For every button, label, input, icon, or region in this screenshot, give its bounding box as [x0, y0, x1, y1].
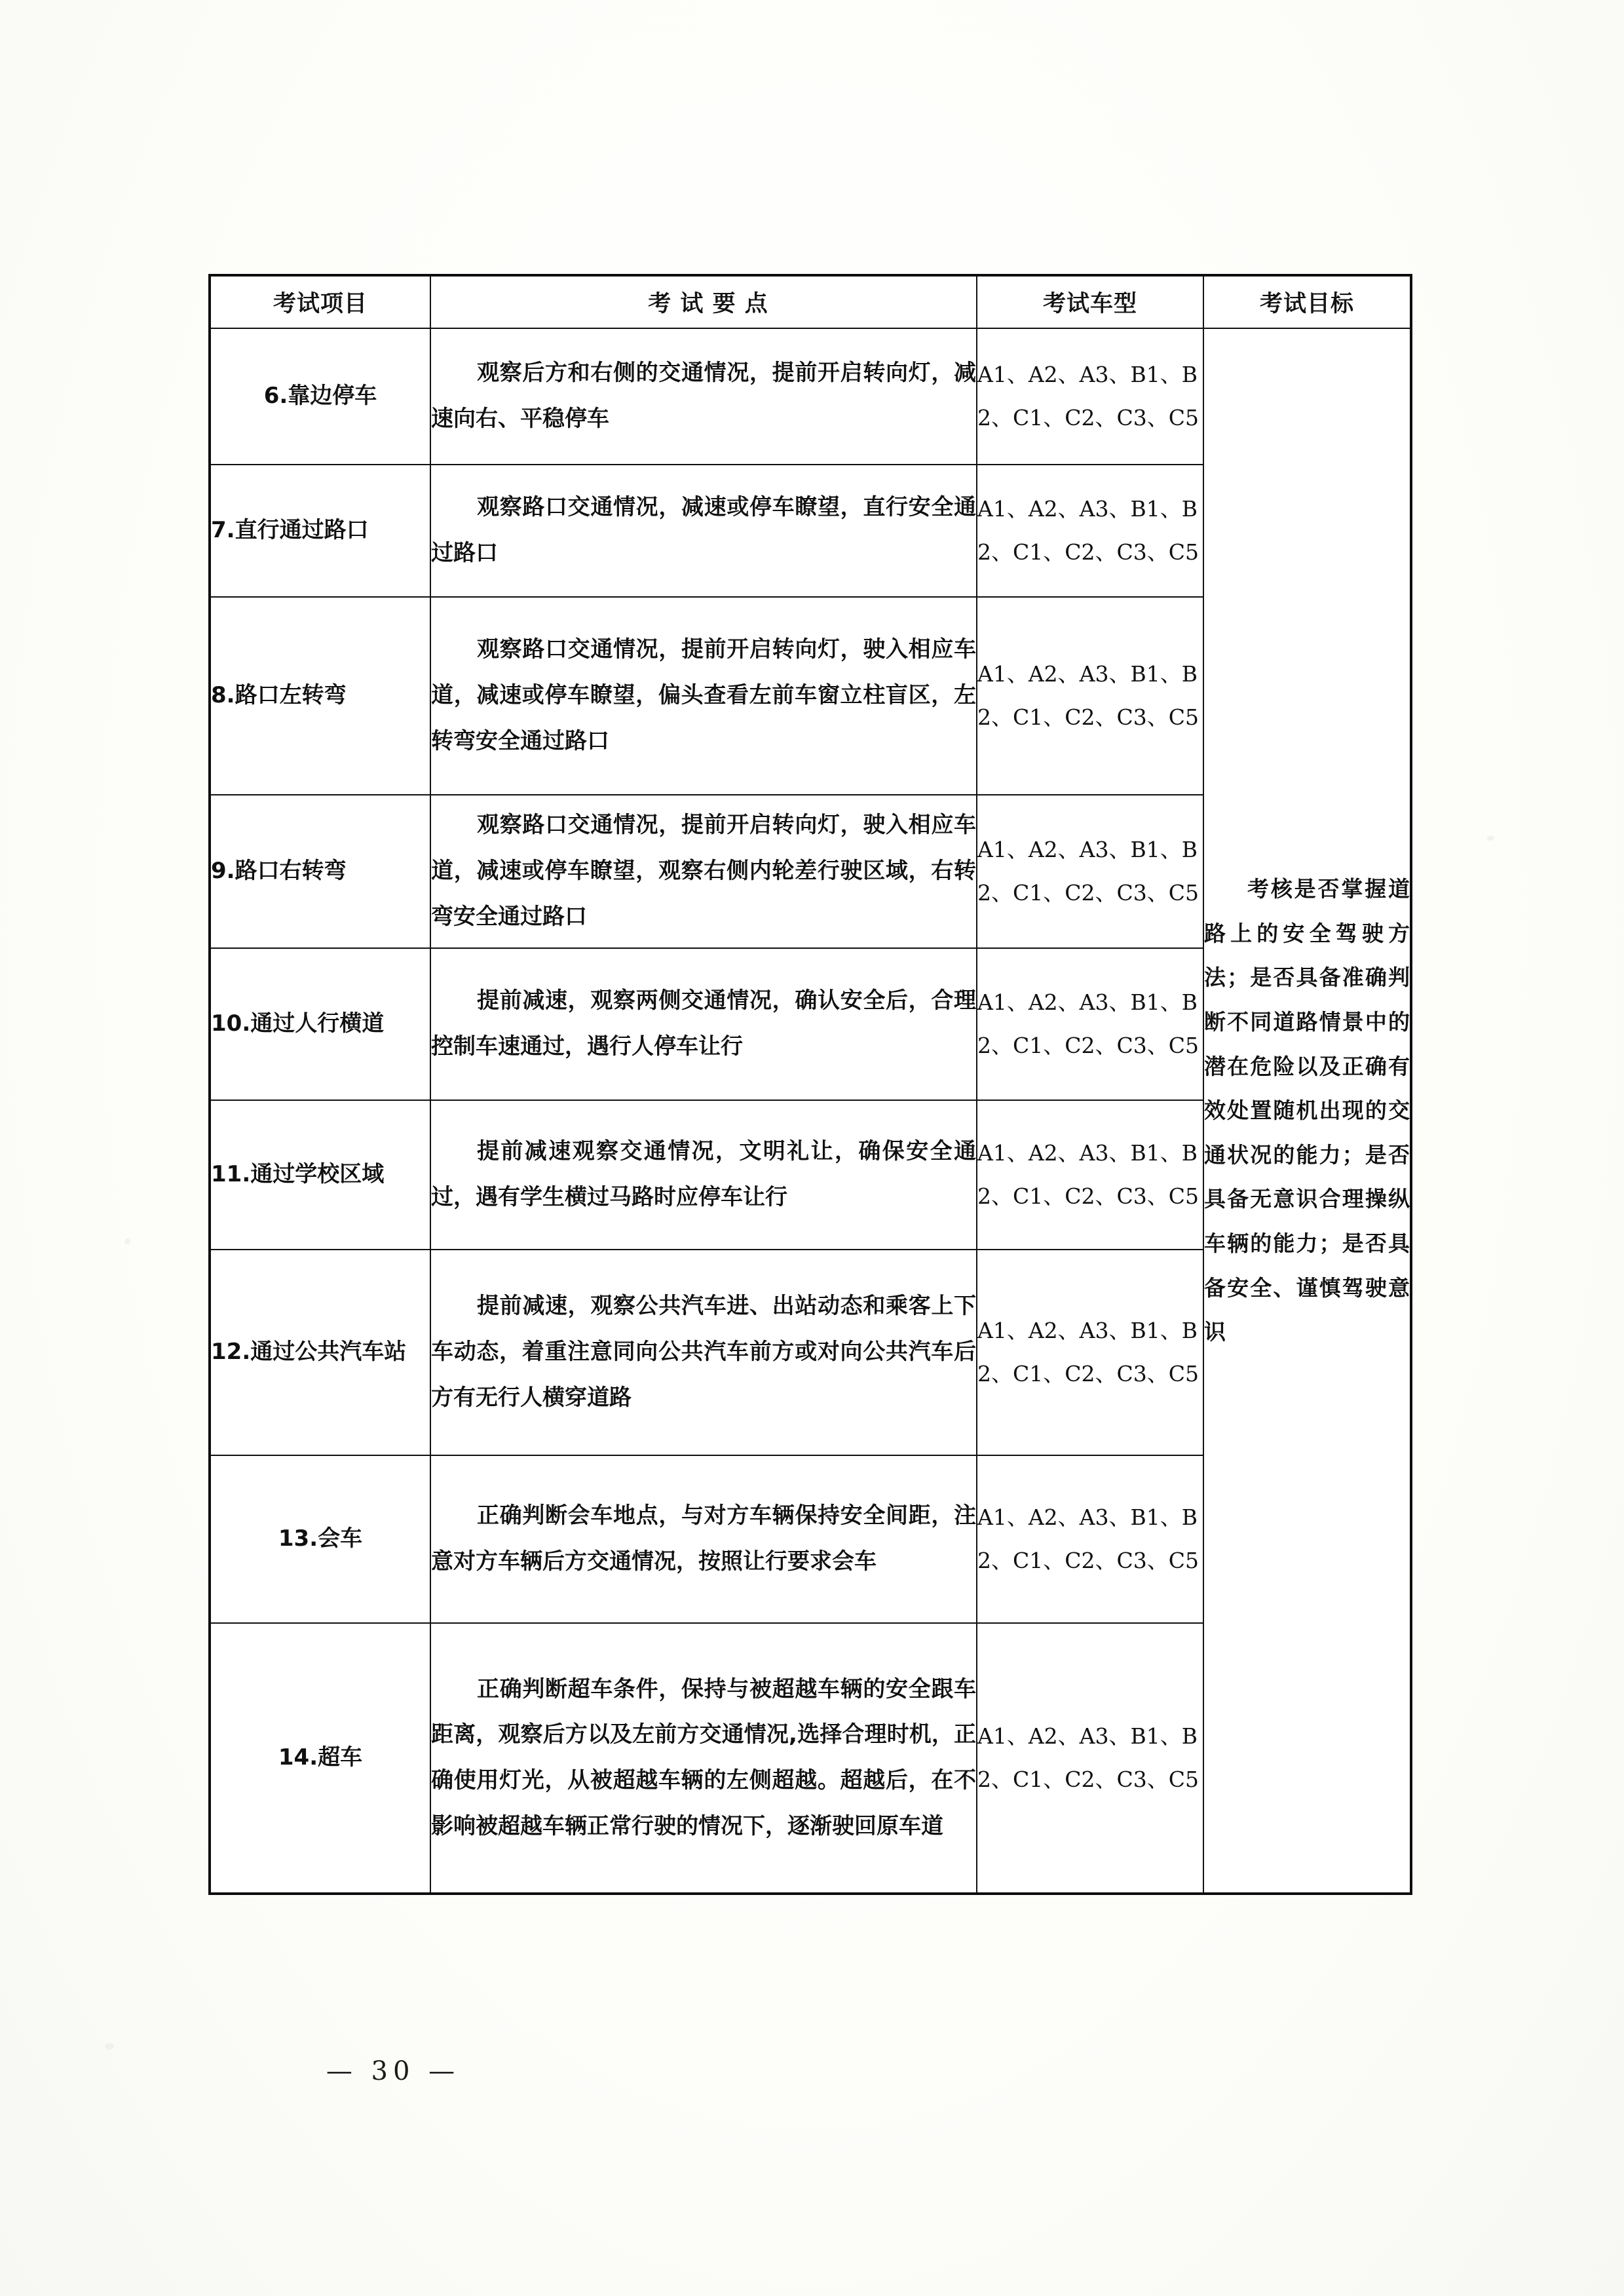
- exam-item-label: 10.通过人行横道: [211, 1010, 385, 1037]
- exam-item-name: [210, 1250, 430, 1455]
- exam-vehicle-types: A1、A2、A3、B1、B2、C1、C2、C3、C5: [977, 1100, 1203, 1250]
- exam-points-text: 观察后方和右侧的交通情况，提前开启转向灯，减速向右、平稳停车: [430, 328, 977, 465]
- exam-item-name: [210, 1623, 430, 1893]
- exam-points-text: 观察路口交通情况，减速或停车瞭望，直行安全通过路口: [430, 465, 977, 597]
- exam-vehicle-types: A1、A2、A3、B1、B2、C1、C2、C3、C5: [977, 597, 1203, 795]
- exam-item-label: 7.直行通过路口: [211, 517, 369, 544]
- page-number: — 30 —: [326, 2056, 461, 2086]
- exam-points-text: 观察路口交通情况，提前开启转向灯，驶入相应车道，减速或停车瞭望，偏头查看左前车窗立柱盲区，左转弯安全通过路口: [430, 597, 977, 795]
- exam-item-name: [210, 465, 430, 597]
- header-exam-goal: 考试目标: [1203, 276, 1410, 328]
- scan-speckle: [105, 2043, 114, 2050]
- exam-vehicle-types: A1、A2、A3、B1、B2、C1、C2、C3、C5: [977, 1455, 1203, 1623]
- scan-speckle: [1487, 835, 1494, 841]
- exam-points-text: 正确判断会车地点，与对方车辆保持安全间距，注意对方车辆后方交通情况，按照让行要求会车: [430, 1455, 977, 1623]
- exam-vehicle-types: A1、A2、A3、B1、B2、C1、C2、C3、C5: [977, 948, 1203, 1100]
- exam-points-text: 提前减速，观察两侧交通情况，确认安全后，合理控制车速通过，遇行人停车让行: [430, 948, 977, 1100]
- exam-item-label: 9.路口右转弯: [211, 858, 347, 885]
- exam-points-text: 正确判断超车条件，保持与被超越车辆的安全跟车距离，观察后方以及左前方交通情况,选择合理时机，正确使用灯光，从被超越车辆的左侧超越。超越后，在不影响被超越车辆正常行驶的情况下，逐渐驶回原车道: [430, 1623, 977, 1893]
- exam-item-label: 12.通过公共汽车站: [211, 1339, 407, 1366]
- table-row: [210, 328, 1410, 465]
- exam-vehicle-types: A1、A2、A3、B1、B2、C1、C2、C3、C5: [977, 465, 1203, 597]
- exam-item-name: [210, 1455, 430, 1623]
- exam-item-name: [210, 1100, 430, 1250]
- exam-item-name: [210, 597, 430, 795]
- exam-vehicle-types: A1、A2、A3、B1、B2、C1、C2、C3、C5: [977, 795, 1203, 948]
- exam-item-label: 6.靠边停车: [263, 383, 377, 410]
- exam-item-label: 14.超车: [278, 1744, 363, 1771]
- exam-item-label: 11.通过学校区域: [211, 1161, 385, 1188]
- header-exam-vehicle: 考试车型: [977, 276, 1203, 328]
- table-header-row: [210, 276, 1410, 328]
- exam-item-name: [210, 328, 430, 465]
- exam-points-text: 提前减速观察交通情况，文明礼让，确保安全通过，遇有学生横过马路时应停车让行: [430, 1100, 977, 1250]
- exam-item-name: [210, 795, 430, 948]
- header-exam-points: 考 试 要 点: [430, 276, 977, 328]
- exam-vehicle-types: A1、A2、A3、B1、B2、C1、C2、C3、C5: [977, 328, 1203, 465]
- exam-items-table: [210, 275, 1411, 1894]
- exam-points-text: 提前减速，观察公共汽车进、出站动态和乘客上下车动态，着重注意同向公共汽车前方或对向公共汽车后方有无行人横穿道路: [430, 1250, 977, 1455]
- exam-points-text: 观察路口交通情况，提前开启转向灯，驶入相应车道，减速或停车瞭望，观察右侧内轮差行驶区域，右转弯安全通过路口: [430, 795, 977, 948]
- exam-item-label: 13.会车: [278, 1525, 363, 1552]
- exam-item-name: [210, 948, 430, 1100]
- exam-item-label: 8.路口左转弯: [211, 682, 347, 709]
- scan-speckle: [124, 1238, 130, 1244]
- exam-goal-text: 考核是否掌握道路上的安全驾驶方法；是否具备准确判断不同道路情景中的潜在危险以及正确有效处置随机出现的交通状况的能力；是否具备无意识合理操纵车辆的能力；是否具备安全、谨慎驾驶意识: [1203, 328, 1410, 1893]
- header-exam-item: 考试项目: [210, 276, 430, 328]
- exam-vehicle-types: A1、A2、A3、B1、B2、C1、C2、C3、C5: [977, 1250, 1203, 1455]
- exam-vehicle-types: A1、A2、A3、B1、B2、C1、C2、C3、C5: [977, 1623, 1203, 1893]
